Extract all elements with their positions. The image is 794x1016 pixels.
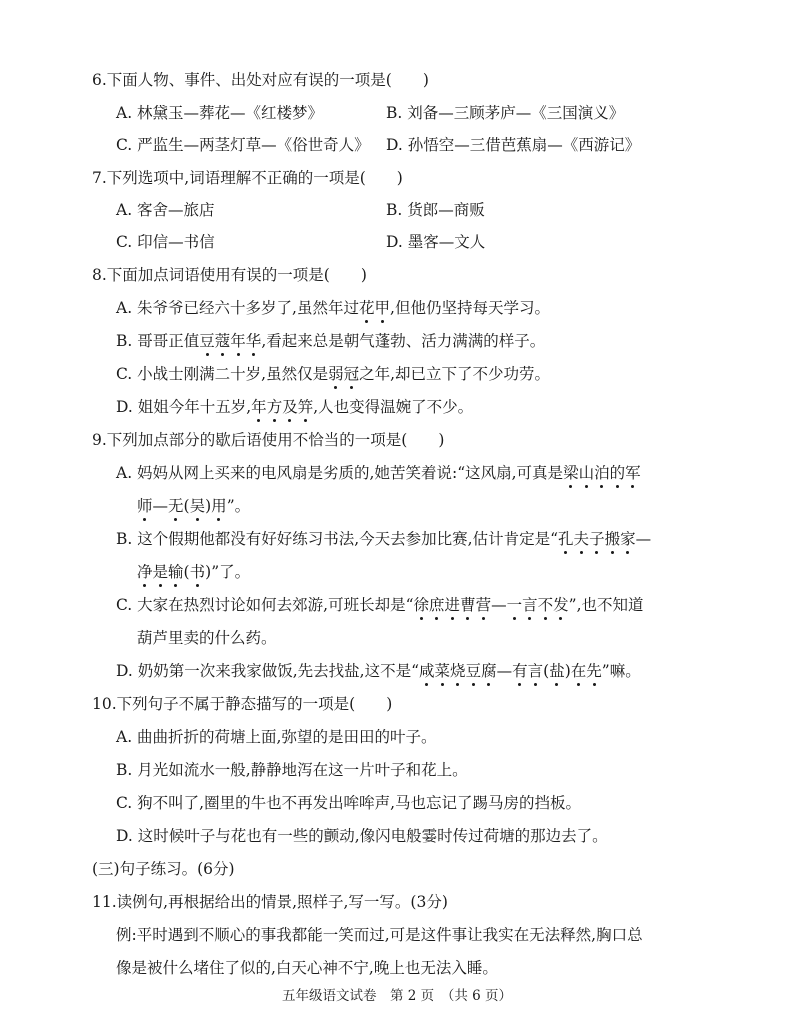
dotted-phrase: 净是输(书) — [137, 563, 212, 581]
q9-option-a-line2: 师—无(吴)用”。 — [137, 497, 251, 515]
section-heading: (三)句子练习。(6分) — [92, 860, 235, 878]
q11-example-line2: 像是被什么堵住了似的,白天心神不宁,晚上也无法入睡。 — [116, 959, 498, 977]
q9-option-d: D. 奶奶第一次来我家做饭,先去找盐,这不是“咸菜烧豆腐—有言(盐)在先”嘛。 — [116, 662, 641, 680]
q6-option-d: D. 孙悟空—三借芭蕉扇—《西游记》 — [386, 136, 641, 154]
q6-option-a: A. 林黛玉—葬花—《红楼梦》 — [116, 104, 324, 122]
q9-option-c-line2: 葫芦里卖的什么药。 — [137, 629, 277, 647]
dotted-phrase: 花甲 — [358, 299, 391, 317]
q10-option-b: B. 月光如流水一般,静静地泻在这一片叶子和花上。 — [116, 761, 468, 779]
q8-option-a: A. 朱爷爷已经六十多岁了,虽然年过花甲,但他仍坚持每天学习。 — [116, 299, 550, 317]
q11-stem: 11.读例句,再根据给出的情景,照样子,写一写。(3分) — [92, 893, 448, 911]
q9-stem: 9.下列加点部分的歇后语使用不恰当的一项是( ) — [92, 431, 445, 449]
q7-option-d: D. 墨客—文人 — [386, 233, 486, 251]
dotted-phrase: 梁山泊的军 — [563, 464, 641, 482]
q8-stem: 8.下面加点词语使用有误的一项是( ) — [92, 266, 367, 284]
dotted-phrase: 师—无(吴)用 — [137, 497, 227, 515]
q8-option-b: B. 哥哥正值豆蔻年华,看起来总是朝气蓬勃、活力满满的样子。 — [116, 332, 546, 350]
q7-option-b: B. 货郎—商贩 — [386, 201, 485, 219]
q7-option-c: C. 印信—书信 — [116, 233, 215, 251]
dotted-phrase: 弱冠 — [328, 365, 360, 383]
q10-option-c: C. 狗不叫了,圈里的牛也不再发出哞哞声,马也忘记了踢马房的挡板。 — [116, 794, 582, 812]
q8-option-c: C. 小战士刚满二十岁,虽然仅是弱冠之年,却已立下了不少功劳。 — [116, 365, 551, 383]
q7-stem: 7.下列选项中,词语理解不正确的一项是( ) — [92, 169, 403, 187]
dotted-phrase: 年方及笄 — [251, 398, 314, 416]
q6-stem: 6.下面人物、事件、出处对应有误的一项是( ) — [92, 71, 429, 89]
q8-option-d: D. 姐姐今年十五岁,年方及笄,人也变得温婉了不少。 — [116, 398, 474, 416]
q6-option-c: C. 严监生—两茎灯草—《俗世奇人》 — [116, 136, 370, 154]
q9-option-b-line1: B. 这个假期他都没有好好练习书法,今天去参加比赛,估计肯定是“孔夫子搬家— — [116, 530, 652, 548]
q10-stem: 10.下列句子不属于静态描写的一项是( ) — [92, 695, 393, 713]
dotted-phrase: 徐庶进曹营—一言不发 — [413, 596, 569, 614]
q7-option-a: A. 客舍—旅店 — [116, 201, 215, 219]
q9-option-a-line1: A. 妈妈从网上买来的电风扇是劣质的,她苦笑着说:“这风扇,可真是梁山泊的军 — [116, 464, 641, 482]
q9-option-b-line2: 净是输(书)”了。 — [137, 563, 251, 581]
dotted-phrase: 豆蔻年华 — [199, 332, 262, 350]
dotted-phrase: 孔夫子搬家 — [558, 530, 636, 548]
q11-example-line1: 例:平时遇到不顺心的事我都能一笑而过,可是这件事让我实在无法释然,胸口总 — [116, 926, 643, 944]
dotted-phrase: 咸菜烧豆腐—有言(盐)在先 — [419, 662, 602, 680]
q6-option-b: B. 刘备—三顾茅庐—《三国演义》 — [386, 104, 625, 122]
q10-option-d: D. 这时候叶子与花也有一些的颤动,像闪电般霎时传过荷塘的那边去了。 — [116, 827, 608, 845]
q9-option-c-line1: C. 大家在热烈讨论如何去郊游,可班长却是“徐庶进曹营—一言不发”,也不知道 — [116, 596, 644, 614]
q10-option-a: A. 曲曲折折的荷塘上面,弥望的是田田的叶子。 — [116, 728, 437, 746]
page-footer: 五年级语文试卷 第 2 页 （共 6 页） — [281, 988, 513, 1004]
